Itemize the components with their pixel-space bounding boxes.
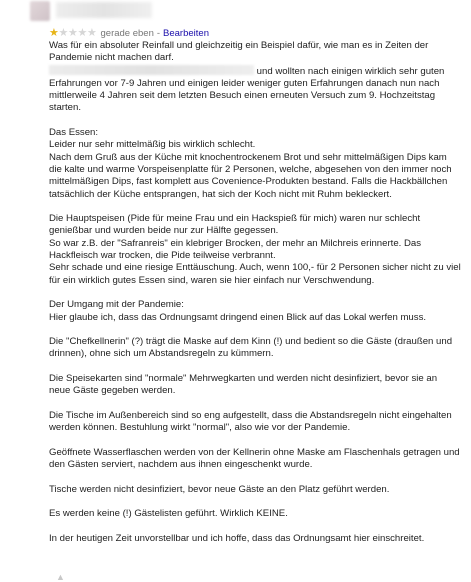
star-icon: ★ — [49, 26, 59, 39]
review-paragraph: Es werden keine (!) Gästelisten geführt. Wirklich KEINE. — [49, 508, 288, 520]
star-icon: ★ — [58, 26, 69, 39]
star-icon: ★ — [68, 26, 78, 39]
star-icon: ★ — [87, 26, 97, 39]
review-time: gerade eben — [100, 27, 154, 39]
review-paragraph: Tische werden nicht desinfiziert, bevor neue Gäste an den Platz geführt werden. — [49, 483, 390, 495]
review-meta — [49, 26, 209, 40]
reviewer-avatar[interactable] — [30, 1, 50, 21]
review-paragraph: Die "Chefkellnerin" (?) trägt die Maske auf dem Kinn (!) und bedient so die Gäste (draußen und drinnen), ohne sich um Abstandsregeln zu kümmern. — [49, 336, 453, 360]
reviewer-name-redacted — [56, 2, 152, 18]
star-icon: ★ — [77, 26, 88, 39]
review-paragraph: Das Essen: Leider nur sehr mittelmäßig bis wirklich schlecht. Nach dem Gruß aus der Küche mit knochentrockenem Brot und sehr mittelmäßigen Dips kam die kalte und warme Vorspeisenplatte für 2 Personen, welche, abgesehen von den immer noch mittelmäßigen Dips, fast komplett aus Covenience-Produkten bestand. Falls die Hackbällchen tatsächlich der Küche entsprangen, hat sich der Koch nicht mit Ruhm bekleckert. — [49, 127, 452, 200]
like-icon[interactable]: ▲ — [56, 572, 65, 582]
review-paragraph: Die Speisekarten sind "normale" Mehrwegkarten und werden nicht desinfiziert, bevor sie an neue Gäste gegeben werden. — [49, 373, 438, 397]
review-paragraph: In der heutigen Zeit unvorstellbar und ich hoffe, dass das Ordnungsamt hier einschreitet. — [49, 532, 425, 544]
review-paragraph: Die Hauptspeisen (Pide für meine Frau und ein Hackspieß für mich) waren nur schlecht genießbar und wurden beide nur zur Hälfte gegessen. So war z.B. der "Safranreis" ein klebriger Brocken, der mehr an Milchreis erinnerte. Das Hackfleisch war trocken, die Pide teilweise verbrannt. Sehr schade und eine riesige Enttäuschung. Auch, wenn 100,- für 2 Personen sicher nicht zu viel für ein wirklich gutes Essen sind, waren sie hier einfach nur Verschwendung. — [49, 213, 461, 286]
redacted-text — [49, 65, 254, 75]
review-paragraph: Was für ein absoluter Reinfall und gleichzeitig ein Beispiel dafür, wie man es in Zeiten der Pandemie nicht machen darf. und wollten nach einigen wirklich sehr guten Erfahrungen vor 7-9 Jahren und einigen leider weniger guten Erfahrungen danach nun nach mittlerweile 4 Jahren seit dem letzten Besuch einen erneuten Versuch zum 9. Hochzeitstag starten. — [49, 40, 445, 114]
meta-separator: - — [156, 27, 161, 39]
review-paragraph: Die Tische im Außenbereich sind so eng aufgestellt, dass die Abstandsregeln nicht eingehalten werden können. Bestuhlung wirkt "normal", also wie vor der Pandemie. — [49, 409, 452, 434]
review-paragraph: Der Umgang mit der Pandemie: Hier glaube ich, dass das Ordnungsamt dringend einen Blick auf das Lokal werfen muss. — [49, 299, 427, 323]
star-rating — [49, 28, 97, 39]
review-text — [49, 40, 461, 545]
edit-review-link[interactable]: Bearbeiten — [163, 27, 209, 39]
review-paragraph: Geöffnete Wasserflaschen werden von der Kellnerin ohne Maske am Flaschenhals getragen und den Gästen serviert, nachdem aus ihnen eingeschenkt wurde. — [49, 446, 460, 471]
